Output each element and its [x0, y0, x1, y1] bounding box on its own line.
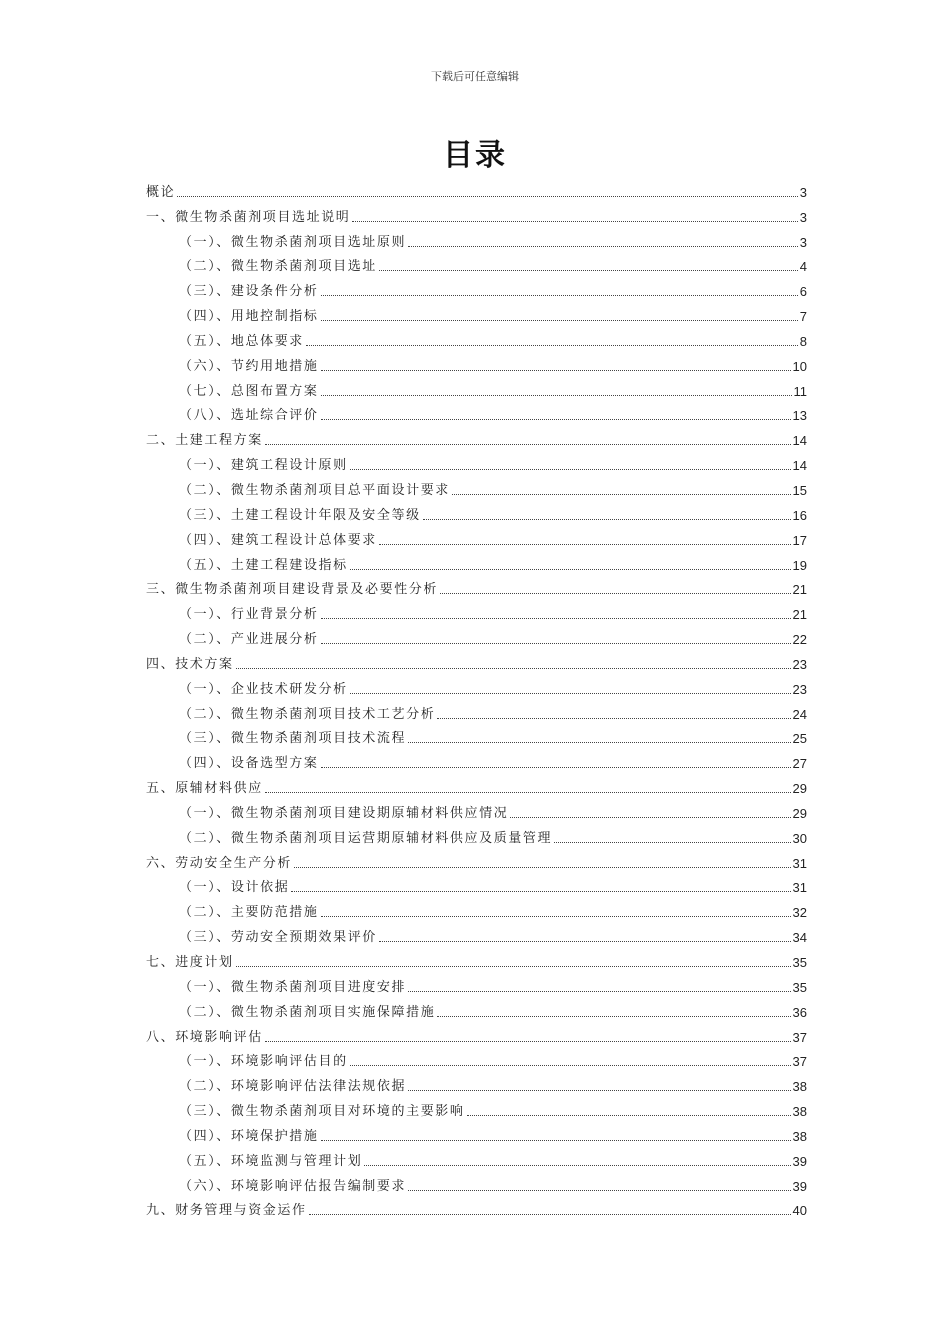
toc-dot-leader — [321, 395, 792, 396]
toc-dot-leader — [294, 867, 791, 868]
toc-section-entry[interactable] — [146, 423, 807, 448]
toc-entry-label: （一）、建筑工程设计原则 — [179, 458, 348, 474]
toc-dot-leader — [364, 1165, 790, 1166]
toc-dot-leader — [408, 742, 790, 743]
toc-dot-leader — [291, 891, 790, 892]
toc-title: 目录 — [443, 138, 507, 173]
toc-entry-label: （一）、微生物杀菌剂项目选址原则 — [179, 234, 407, 250]
toc-dot-leader — [423, 519, 791, 520]
toc-subsection-entry[interactable] — [146, 473, 807, 498]
toc-subsection-entry[interactable] — [146, 1094, 807, 1119]
toc-entry-label: （一）、环境影响评估目的 — [179, 1054, 348, 1070]
toc-entry-label: （四）、建筑工程设计总体要求 — [179, 532, 377, 548]
toc-dot-leader — [321, 320, 798, 321]
toc-entry-page: 24 — [792, 706, 807, 722]
toc-dot-leader — [437, 1016, 790, 1017]
toc-entry-page: 29 — [792, 781, 807, 797]
toc-entry-label: （一）、微生物杀菌剂项目进度安排 — [179, 979, 407, 995]
toc-entry-page: 13 — [792, 408, 807, 424]
toc-entry-label: （五）、环境监测与管理计划 — [179, 1153, 363, 1169]
toc-dot-leader — [236, 966, 791, 967]
toc-entry-page: 39 — [792, 1178, 807, 1194]
toc-entry-page: 30 — [792, 830, 807, 846]
toc-dot-leader — [321, 370, 791, 371]
toc-subsection-entry[interactable] — [146, 274, 807, 299]
toc-subsection-entry[interactable] — [146, 548, 807, 573]
toc-entry-page: 38 — [792, 1128, 807, 1144]
toc-dot-leader — [440, 593, 791, 594]
toc-dot-leader — [408, 246, 798, 247]
toc-dot-leader — [408, 1090, 790, 1091]
toc-subsection-entry[interactable] — [146, 622, 807, 647]
toc-entry-page: 4 — [799, 259, 807, 275]
toc-entry-label: （四）、用地控制指标 — [179, 309, 319, 325]
toc-entry-page: 3 — [799, 209, 807, 225]
toc-dot-leader — [350, 569, 791, 570]
toc-dot-leader — [350, 693, 791, 694]
toc-subsection-entry[interactable] — [146, 672, 807, 697]
toc-entry-page: 21 — [792, 607, 807, 623]
toc-dot-leader — [379, 941, 791, 942]
toc-dot-leader — [510, 817, 790, 818]
toc-section-entry[interactable] — [146, 200, 807, 225]
toc-entry-page: 37 — [792, 1029, 807, 1045]
toc-entry-page: 15 — [792, 482, 807, 498]
toc-dot-leader — [452, 494, 791, 495]
toc-entry-label: （六）、环境影响评估报告编制要求 — [179, 1178, 407, 1194]
toc-subsection-entry[interactable] — [146, 796, 807, 821]
toc-entry-label: 六、劳动安全生产分析 — [146, 855, 293, 871]
toc-entry-label: （八）、选址综合评价 — [179, 408, 319, 424]
toc-dot-leader — [379, 270, 798, 271]
toc-entry-page: 40 — [792, 1203, 807, 1219]
toc-entry-page: 10 — [792, 358, 807, 374]
toc-section-entry[interactable] — [146, 771, 807, 796]
toc-dot-leader — [467, 1115, 791, 1116]
toc-dot-leader — [321, 767, 791, 768]
toc-entry-page: 17 — [792, 532, 807, 548]
toc-subsection-entry[interactable] — [146, 895, 807, 920]
toc-entry-label: （三）、微生物杀菌剂项目对环境的主要影响 — [179, 1104, 465, 1120]
toc-entry-label: （三）、微生物杀菌剂项目技术流程 — [179, 731, 407, 747]
toc-subsection-entry[interactable] — [146, 697, 807, 722]
toc-dot-leader — [265, 1041, 791, 1042]
toc-entry-page: 39 — [792, 1153, 807, 1169]
toc-entry-page: 6 — [799, 284, 807, 300]
toc-dot-leader — [236, 668, 791, 669]
toc-entry-label: （二）、产业进展分析 — [179, 632, 319, 648]
toc-entry-label: （四）、设备选型方案 — [179, 756, 319, 772]
toc-entry-label: （二）、微生物杀菌剂项目技术工艺分析 — [179, 706, 436, 722]
toc-dot-leader — [352, 221, 797, 222]
header-note: 下载后可任意编辑 — [431, 70, 519, 83]
toc-entry-page: 3 — [799, 234, 807, 250]
toc-dot-leader — [408, 991, 790, 992]
toc-entry-page: 23 — [792, 656, 807, 672]
toc-entry-label: 八、环境影响评估 — [146, 1029, 263, 1045]
toc-subsection-entry[interactable] — [146, 871, 807, 896]
toc-entry-page: 32 — [792, 905, 807, 921]
toc-subsection-entry[interactable] — [146, 970, 807, 995]
toc-entry-page: 11 — [793, 383, 807, 399]
toc-dot-leader — [321, 1140, 791, 1141]
toc-entry-label: （五）、地总体要求 — [179, 333, 304, 349]
toc-entry-page: 22 — [792, 632, 807, 648]
toc-subsection-entry[interactable] — [146, 1144, 807, 1169]
toc-entry-label: （二）、微生物杀菌剂项目选址 — [179, 259, 377, 275]
toc-entry-page: 16 — [792, 507, 807, 523]
toc-dot-leader — [306, 345, 798, 346]
toc-subsection-entry[interactable] — [146, 746, 807, 771]
toc-entry-label: （六）、节约用地措施 — [179, 358, 319, 374]
toc-entry-label: 一、微生物杀菌剂项目选址说明 — [146, 209, 351, 225]
toc-entry-label: （一）、企业技术研发分析 — [179, 681, 348, 697]
toc-entry-page: 27 — [792, 756, 807, 772]
toc-entry-label: 七、进度计划 — [146, 955, 234, 970]
toc-subsection-entry[interactable] — [146, 995, 807, 1020]
toc-subsection-entry[interactable] — [146, 1169, 807, 1194]
toc-entry-label: 三、微生物杀菌剂项目建设背景及必要性分析 — [146, 582, 439, 598]
toc-subsection-entry[interactable] — [146, 225, 807, 250]
toc-entry-label: （二）、微生物杀菌剂项目总平面设计要求 — [179, 482, 450, 498]
toc-entry-page: 23 — [792, 681, 807, 697]
toc-dot-leader — [309, 1214, 791, 1215]
toc-subsection-entry[interactable] — [146, 920, 807, 945]
toc-entry-label: 概论 — [146, 184, 176, 200]
toc-entry-page: 37 — [792, 1054, 807, 1070]
toc-entry-page: 36 — [792, 1004, 807, 1020]
toc-subsection-entry[interactable] — [146, 448, 807, 473]
toc-dot-leader — [321, 643, 791, 644]
toc-entry-label: （七）、总图布置方案 — [179, 383, 319, 399]
toc-dot-leader — [321, 916, 791, 917]
toc-dot-leader — [437, 718, 790, 719]
toc-dot-leader — [321, 419, 791, 420]
toc-entry-label: （一）、设计依据 — [179, 880, 290, 896]
toc-entry-label: （二）、微生物杀菌剂项目运营期原辅材料供应及质量管理 — [179, 830, 553, 846]
toc-entry-label: （三）、建设条件分析 — [179, 284, 319, 300]
toc-entry-page: 25 — [792, 731, 807, 747]
toc-subsection-entry[interactable] — [146, 299, 807, 324]
toc-dot-leader — [321, 618, 791, 619]
toc-entry-label: 四、技术方案 — [146, 656, 234, 672]
toc-subsection-entry[interactable] — [146, 399, 807, 424]
toc-subsection-entry[interactable] — [146, 1069, 807, 1094]
toc-dot-leader — [408, 1190, 790, 1191]
toc-subsection-entry[interactable] — [146, 1119, 807, 1144]
toc-section-entry[interactable] — [146, 846, 807, 871]
toc-entry-label: （五）、土建工程建设指标 — [179, 557, 348, 573]
toc-subsection-entry[interactable] — [146, 1045, 807, 1070]
toc-entry-label: （一）、行业背景分析 — [179, 607, 319, 623]
toc-dot-leader — [379, 544, 791, 545]
toc-entry-page: 21 — [792, 582, 807, 598]
toc-entry-label: 九、财务管理与资金运作 — [146, 1203, 307, 1219]
toc-entry-label: （二）、微生物杀菌剂项目实施保障措施 — [179, 1004, 436, 1020]
toc-section-entry[interactable] — [146, 647, 807, 672]
toc-section-entry[interactable] — [146, 945, 807, 970]
toc-subsection-entry[interactable] — [146, 374, 807, 399]
toc-entry-page: 29 — [792, 805, 807, 821]
toc-entry-page: 34 — [792, 930, 807, 946]
toc-dot-leader — [350, 1065, 791, 1066]
toc-entry-page: 35 — [792, 979, 807, 995]
toc-dot-leader — [177, 196, 798, 197]
toc-dot-leader — [554, 842, 790, 843]
toc-subsection-entry[interactable] — [146, 324, 807, 349]
toc-entry-page: 31 — [792, 880, 807, 896]
toc-entry-page: 14 — [792, 433, 807, 449]
toc-entry-page: 7 — [799, 309, 807, 325]
toc-entry-page: 38 — [792, 1104, 807, 1120]
toc-entry-page: 38 — [792, 1079, 807, 1095]
toc-entry-label: （四）、环境保护措施 — [179, 1128, 319, 1144]
toc-entry-label: （二）、环境影响评估法律法规依据 — [179, 1079, 407, 1095]
toc-subsection-entry[interactable] — [146, 597, 807, 622]
toc-entry-page: 35 — [792, 955, 807, 970]
toc-section-entry[interactable] — [146, 1194, 807, 1219]
toc-entry-label: （三）、劳动安全预期效果评价 — [179, 930, 377, 946]
toc-entry-label: （三）、土建工程设计年限及安全等级 — [179, 507, 421, 523]
toc-dot-leader — [321, 295, 798, 296]
toc-section-entry[interactable] — [146, 175, 807, 200]
toc-entry-label: （二）、主要防范措施 — [179, 905, 319, 921]
toc-entry-page: 14 — [792, 458, 807, 474]
table-of-contents — [146, 175, 807, 1218]
toc-entry-page: 3 — [799, 184, 807, 200]
toc-entry-page: 19 — [792, 557, 807, 573]
toc-entry-label: 二、土建工程方案 — [146, 433, 263, 449]
toc-subsection-entry[interactable] — [146, 722, 807, 747]
toc-subsection-entry[interactable] — [146, 498, 807, 523]
toc-section-entry[interactable] — [146, 573, 807, 598]
toc-dot-leader — [265, 444, 791, 445]
toc-subsection-entry[interactable] — [146, 250, 807, 275]
toc-dot-leader — [350, 469, 791, 470]
toc-dot-leader — [265, 792, 791, 793]
toc-section-entry[interactable] — [146, 1020, 807, 1045]
toc-entry-label: 五、原辅材料供应 — [146, 781, 263, 797]
toc-subsection-entry[interactable] — [146, 821, 807, 846]
toc-entry-page: 31 — [792, 855, 807, 871]
toc-entry-page: 8 — [799, 333, 807, 349]
toc-subsection-entry[interactable] — [146, 349, 807, 374]
toc-subsection-entry[interactable] — [146, 523, 807, 548]
toc-entry-label: （一）、微生物杀菌剂项目建设期原辅材料供应情况 — [179, 805, 509, 821]
